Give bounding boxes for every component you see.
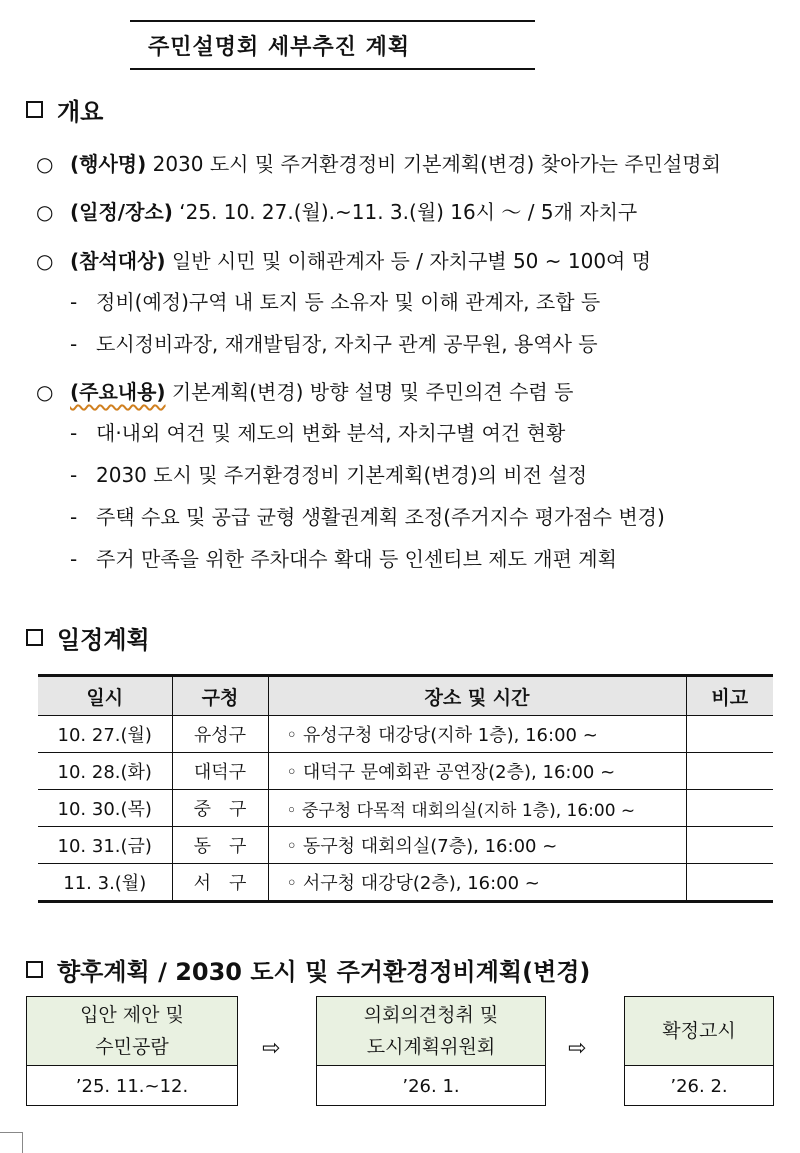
cell-place: ◦ 서구청 대강당(2층), 16:00 ~: [268, 864, 686, 902]
section-title: 개요: [57, 98, 104, 126]
cell-place: ◦ 동구청 대회의실(7층), 16:00 ~: [268, 827, 686, 864]
cell-district: 중 구: [172, 790, 268, 827]
target-label: (참석대상): [70, 249, 166, 273]
content-sub-item: - 2030 도시 및 주거환경정비 기본계획(변경)의 비전 설정: [70, 463, 588, 487]
cell-date: 10. 27.(월): [38, 716, 172, 753]
content-line: [36, 376, 573, 405]
cell-date: 10. 31.(금): [38, 827, 172, 864]
date-text: ‘25. 10. 27.(월).~11. 3.(월) 16시 ～ / 5개 자치구: [179, 200, 638, 224]
section-overview: [26, 92, 103, 127]
section-schedule: [26, 620, 150, 655]
step-date: ’26. 1.: [402, 1075, 460, 1097]
step-subtitle: 수민공람: [95, 1036, 169, 1058]
bullet-circle-icon: ○: [36, 152, 54, 176]
cell-place: ◦ 유성구청 대강당(지하 1층), 16:00 ~: [268, 716, 686, 753]
page-corner-mark: [0, 1132, 23, 1153]
cell-note: [686, 716, 773, 753]
section-title: 일정계획: [57, 626, 150, 654]
table-row: [38, 864, 773, 902]
table-row: [38, 790, 773, 827]
step-title: 의회의견청취 및: [363, 1004, 499, 1026]
schedule-table: [38, 674, 773, 903]
target-sub-item: - 정비(예정)구역 내 토지 등 소유자 및 이해 관계자, 조합 등: [70, 290, 601, 314]
header-place: 장소 및 시간: [268, 676, 686, 716]
content-sub-item: - 주택 수요 및 공급 균형 생활권계획 조정(주거지수 평가점수 변경): [70, 505, 665, 529]
section-title: 향후계획 / 2030 도시 및 주거환경정비계획(변경): [57, 958, 591, 986]
bullet-circle-icon: ○: [36, 200, 54, 224]
step-subtitle: 도시계획위원회: [366, 1036, 496, 1058]
cell-district: 유성구: [172, 716, 268, 753]
table-row: [38, 753, 773, 790]
table-row: [38, 716, 773, 753]
cell-district: 대덕구: [172, 753, 268, 790]
cell-date: 10. 30.(목): [38, 790, 172, 827]
bullet-circle-icon: ○: [36, 249, 54, 273]
right-arrow-icon: ⇨: [262, 1036, 281, 1061]
target-text: 일반 시민 및 이해관계자 등 / 자치구별 50 ~ 100여 명: [171, 249, 652, 273]
step-title: 입안 제안 및: [80, 1004, 184, 1026]
target-line: [36, 245, 651, 274]
content-sub-item: - 주거 만족을 위한 주차대수 확대 등 인센티브 제도 개편 계획: [70, 547, 617, 571]
step-date: ’26. 2.: [670, 1075, 728, 1097]
date-label: (일정/장소): [70, 200, 173, 224]
table-header-row: [38, 676, 773, 716]
step-title: 확정고시: [662, 1020, 736, 1042]
bullet-circle-icon: ○: [36, 380, 54, 404]
step-proposal: [26, 996, 238, 1106]
header-date: 일시: [38, 676, 172, 716]
event-line: [36, 148, 721, 177]
document-title: 주민설명회 세부추진 계획: [148, 35, 411, 60]
event-text: 2030 도시 및 주거환경정비 기본계획(변경) 찾아가는 주민설명회: [152, 152, 721, 176]
checkbox-square-icon: [26, 961, 43, 978]
cell-date: 11. 3.(월): [38, 864, 172, 902]
step-council: [316, 996, 546, 1106]
content-text: 기본계획(변경) 방향 설명 및 주민의견 수렴 등: [171, 380, 574, 404]
cell-date: 10. 28.(화): [38, 753, 172, 790]
cell-note: [686, 753, 773, 790]
header-district: 구청: [172, 676, 268, 716]
cell-place: ◦ 대덕구 문예회관 공연장(2층), 16:00 ~: [268, 753, 686, 790]
content-label: (주요내용): [70, 380, 166, 404]
cell-district: 동 구: [172, 827, 268, 864]
event-label: (행사명): [70, 152, 147, 176]
checkbox-square-icon: [26, 101, 43, 118]
target-sub-item: - 도시정비과장, 재개발팀장, 자치구 관계 공무원, 용역사 등: [70, 332, 598, 356]
right-arrow-icon: ⇨: [568, 1036, 587, 1061]
content-sub-item: - 대·내외 여건 및 제도의 변화 분석, 자치구별 여건 현황: [70, 421, 566, 445]
date-line: [36, 196, 637, 225]
cell-district: 서 구: [172, 864, 268, 902]
table-row: [38, 827, 773, 864]
section-future: [26, 952, 590, 987]
cell-note: [686, 790, 773, 827]
step-final: [624, 996, 774, 1106]
title-box: [130, 20, 535, 70]
cell-note: [686, 827, 773, 864]
header-note: 비고: [686, 676, 773, 716]
checkbox-square-icon: [26, 629, 43, 646]
step-date: ’25. 11.~12.: [75, 1075, 189, 1097]
cell-place: ◦ 중구청 다목적 대회의실(지하 1층), 16:00 ~: [268, 790, 686, 827]
cell-note: [686, 864, 773, 902]
